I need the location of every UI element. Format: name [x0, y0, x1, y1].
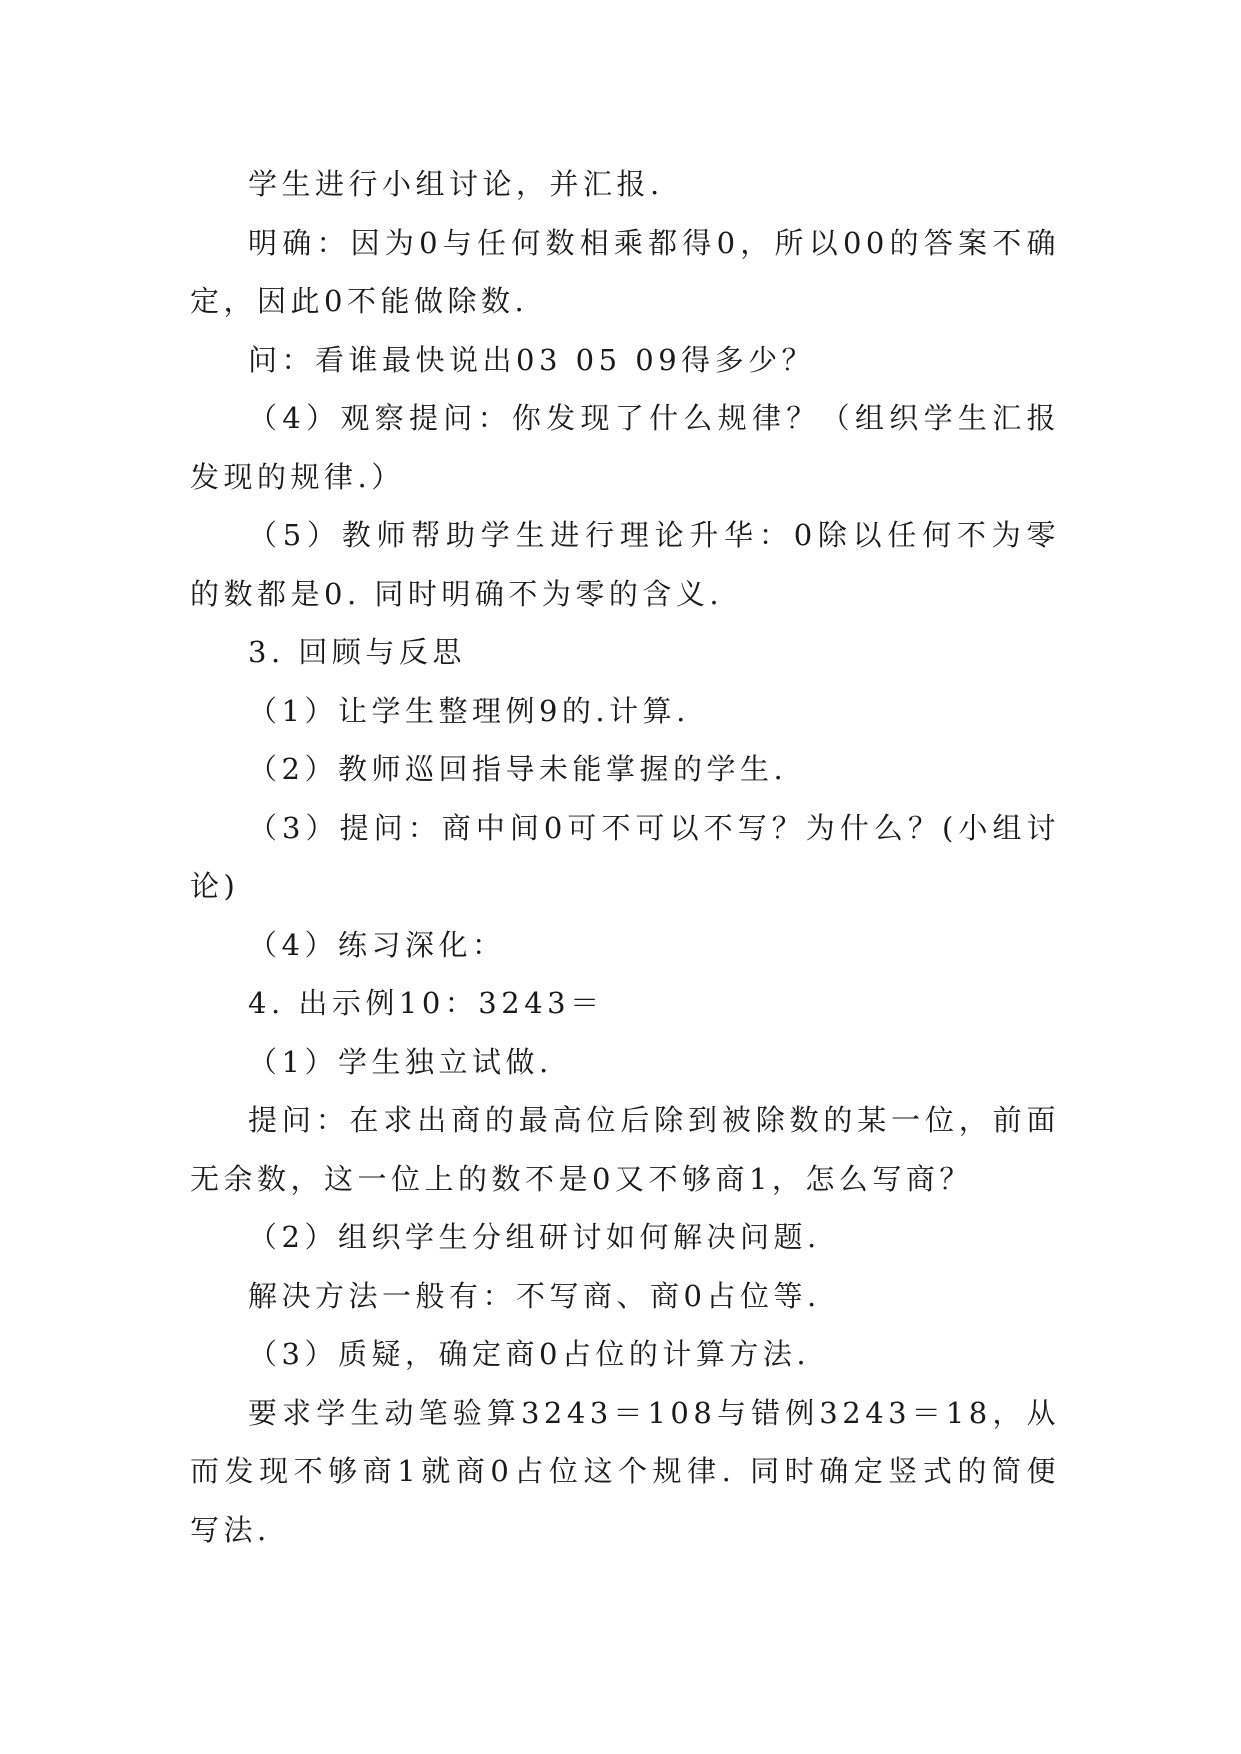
section-heading-4: 4. 出示例10：3243＝ [248, 986, 604, 1020]
paragraph-14: （2）组织学生分组研讨如何解决问题. [248, 1220, 821, 1254]
section-heading-3: 3. 回顾与反思 [248, 635, 466, 669]
paragraph-3: 问：看谁最快说出03 05 09得多少？ [248, 342, 816, 377]
paragraph-15: 解决方法一般有：不写商、商0占位等. [248, 1278, 821, 1313]
paragraph-10: （4）练习深化： [248, 927, 506, 962]
paragraph-4: （4）观察提问：你发现了什么规律？（组织学生汇报发现的规律.） [190, 401, 1060, 494]
paragraph-12: （1）学生独立试做. [248, 1044, 553, 1079]
paragraph-17: 要求学生动笔验算3243＝108与错例3243＝18，从而发现不够商1就商0占位这个规律. 同时确定竖式的简便写法. [190, 1395, 1060, 1547]
paragraph-13: 提问：在求出商的最高位后除到被除数的某一位，前面无余数，这一位上的数不是0又不够商1，怎么写商？ [190, 1103, 1060, 1196]
document-body [190, 155, 1060, 1559]
paragraph-2: 明确：因为0与任何数相乘都得0，所以00的答案不确定，因此0不能做除数. [190, 225, 1060, 318]
paragraph-9: （3）提问：商中间0可不可以不写？为什么？(小组讨论) [190, 810, 1060, 903]
paragraph-1: 学生进行小组讨论，并汇报. [248, 167, 664, 201]
paragraph-7: （1）让学生整理例9的.计算. [248, 693, 690, 728]
paragraph-5: （5）教师帮助学生进行理论升华：0除以任何不为零的数都是0. 同时明确不为零的含义. [190, 518, 1060, 611]
paragraph-8: （2）教师巡回指导未能掌握的学生. [248, 752, 788, 786]
paragraph-16: （3）质疑，确定商0占位的计算方法. [248, 1337, 811, 1371]
